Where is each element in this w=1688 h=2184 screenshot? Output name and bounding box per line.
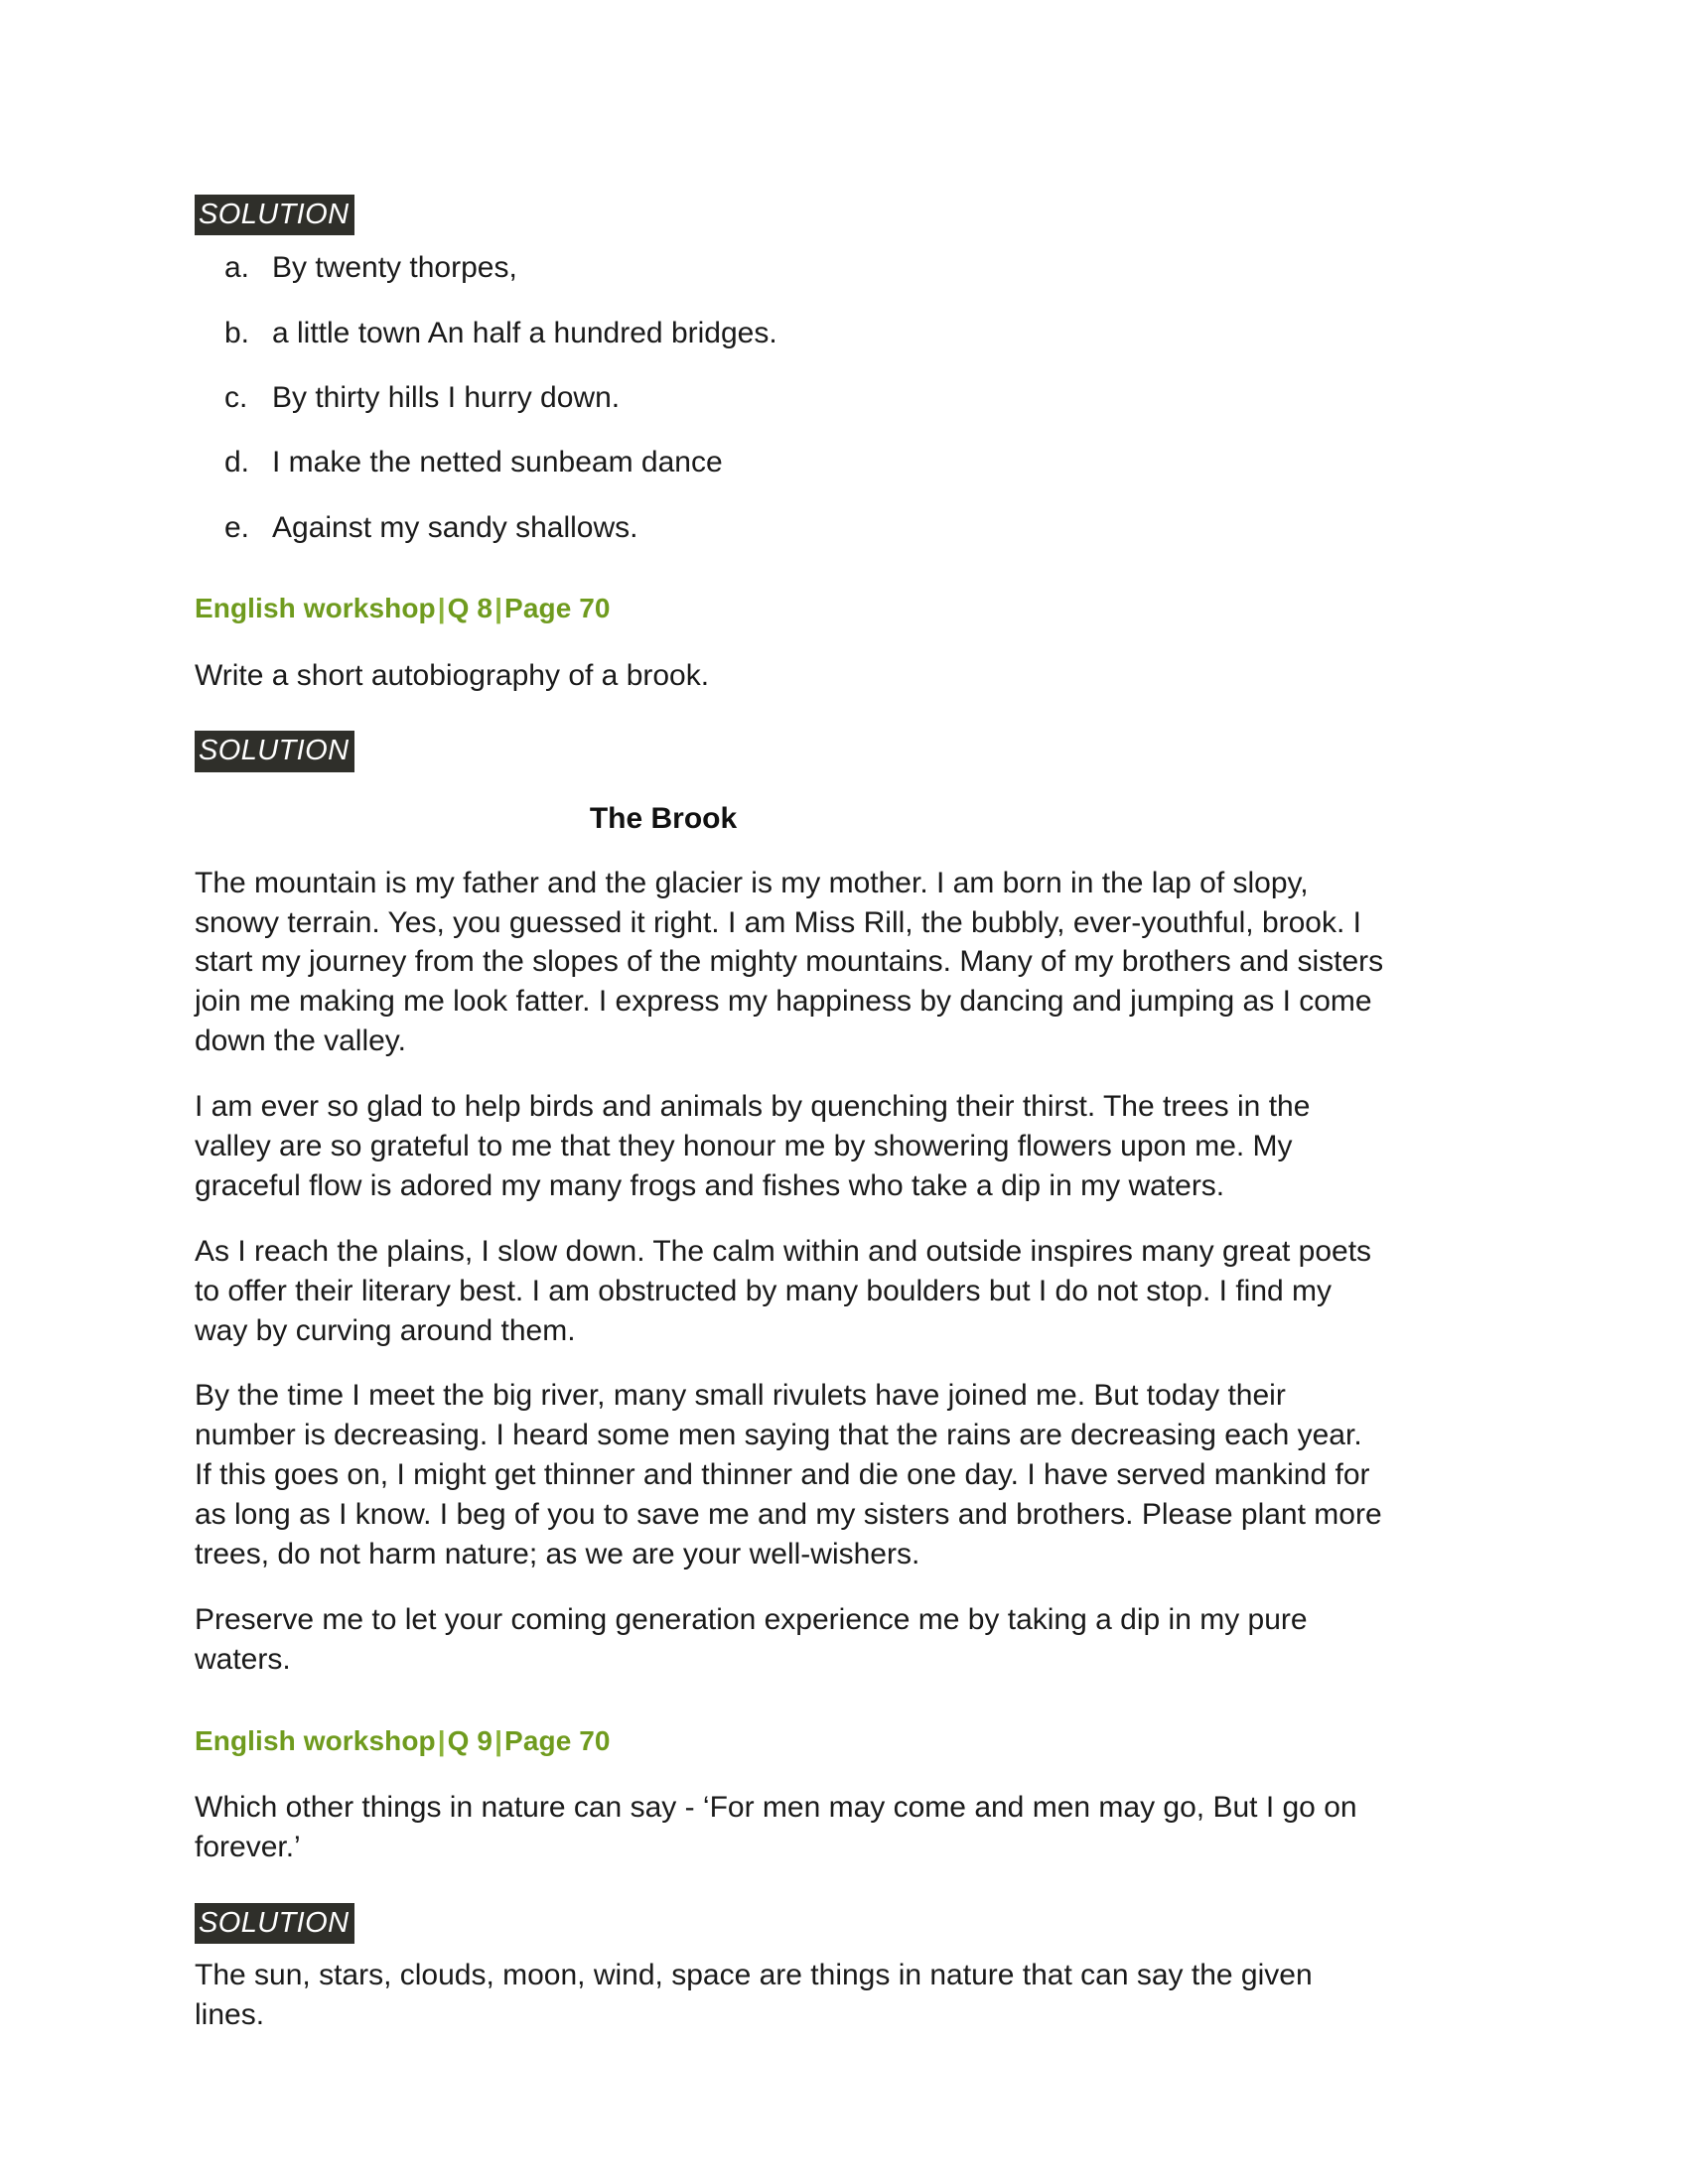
solution-label-row-3 <box>195 1903 1489 1944</box>
list-item-marker: a. <box>224 251 250 285</box>
section-heading-q8 <box>195 591 1489 626</box>
solution-badge: SOLUTION <box>195 731 354 771</box>
list-item-text: I make the netted sunbeam dance <box>272 446 723 479</box>
heading-question-number: Q 9 <box>447 1724 493 1756</box>
paragraph: The sun, stars, clouds, moon, wind, space are things in nature that can say the given lines. <box>195 1959 1313 2031</box>
solution-badge: SOLUTION <box>195 195 354 235</box>
list-item <box>195 315 1489 352</box>
list-item <box>195 249 1489 287</box>
paragraph: As I reach the plains, I slow down. The calm within and outside inspires many great poets to offer their literary best. I am obstructed by many boulders but I do not stop. I find my way by curving around them. <box>195 1234 1372 1347</box>
solution-badge: SOLUTION <box>195 1903 354 1944</box>
list-item-marker: b. <box>224 316 250 349</box>
essay-body <box>195 864 1489 1680</box>
answer-list <box>195 249 1489 547</box>
heading-source: English workshop <box>195 593 436 624</box>
paragraph: By the time I meet the big river, many small rivulets have joined me. But today their number is decreasing. I heard some men saying that the rains are decreasing each year. If this goes on, I might get thinner and thinner and die one day. I have served mankind for as long as I know. I beg of you to save me and my sisters and brothers. Please plant more trees, do not harm nature; as we are your well-wishers. <box>195 1379 1382 1571</box>
question-text-q8: Write a short autobiography of a brook. <box>195 658 710 692</box>
paragraph: I am ever so glad to help birds and animals by quenching their thirst. The trees in the valley are so grateful to me that they honour me by showering flowers upon me. My graceful flow is adored my many frogs and fishes who take a dip in my waters. <box>195 1090 1311 1202</box>
heading-page-number: Page 70 <box>504 593 611 624</box>
spacer <box>195 695 1489 731</box>
heading-separator: | <box>494 593 503 624</box>
list-item <box>195 509 1489 547</box>
heading-separator: | <box>437 593 446 624</box>
list-item <box>195 379 1489 417</box>
solution-label-row-1 <box>195 195 1489 235</box>
list-item-marker: e. <box>224 510 250 544</box>
list-item-text: By twenty thorpes, <box>272 251 517 285</box>
heading-page-number: Page 70 <box>504 1724 611 1756</box>
essay-title: The Brook <box>589 801 738 835</box>
paragraph: The mountain is my father and the glacier is my mother. I am born in the lap of slopy, snowy terrain. Yes, you guessed it right. I am Miss Rill, the bubbly, ever-youthful, brook. I start my journey from the slopes of the mighty mountains. Many of my brothers and sisters join me making me look fatter. I express my happiness by dancing and jumping as I come down the valley. <box>195 866 1384 1058</box>
list-item-text: Against my sandy shallows. <box>272 510 638 544</box>
paragraph: Preserve me to let your coming generation experience me by taking a dip in my pure waters. <box>195 1602 1308 1676</box>
section-heading-q9 <box>195 1723 1489 1759</box>
heading-separator: | <box>494 1724 503 1756</box>
list-item <box>195 444 1489 481</box>
list-item-text: By thirty hills I hurry down. <box>272 381 621 414</box>
list-item-text: a little town An half a hundred bridges. <box>272 316 777 349</box>
spacer <box>195 1867 1489 1903</box>
heading-separator: | <box>437 1724 446 1756</box>
question-text-q9: Which other things in nature can say - ‘For men may come and men may go, But I go on forever.’ <box>195 1791 1357 1863</box>
heading-question-number: Q 8 <box>447 593 493 624</box>
heading-source: English workshop <box>195 1724 436 1756</box>
list-item-marker: c. <box>224 381 248 414</box>
solution-label-row-2 <box>195 731 1489 771</box>
list-item-marker: d. <box>224 446 250 479</box>
